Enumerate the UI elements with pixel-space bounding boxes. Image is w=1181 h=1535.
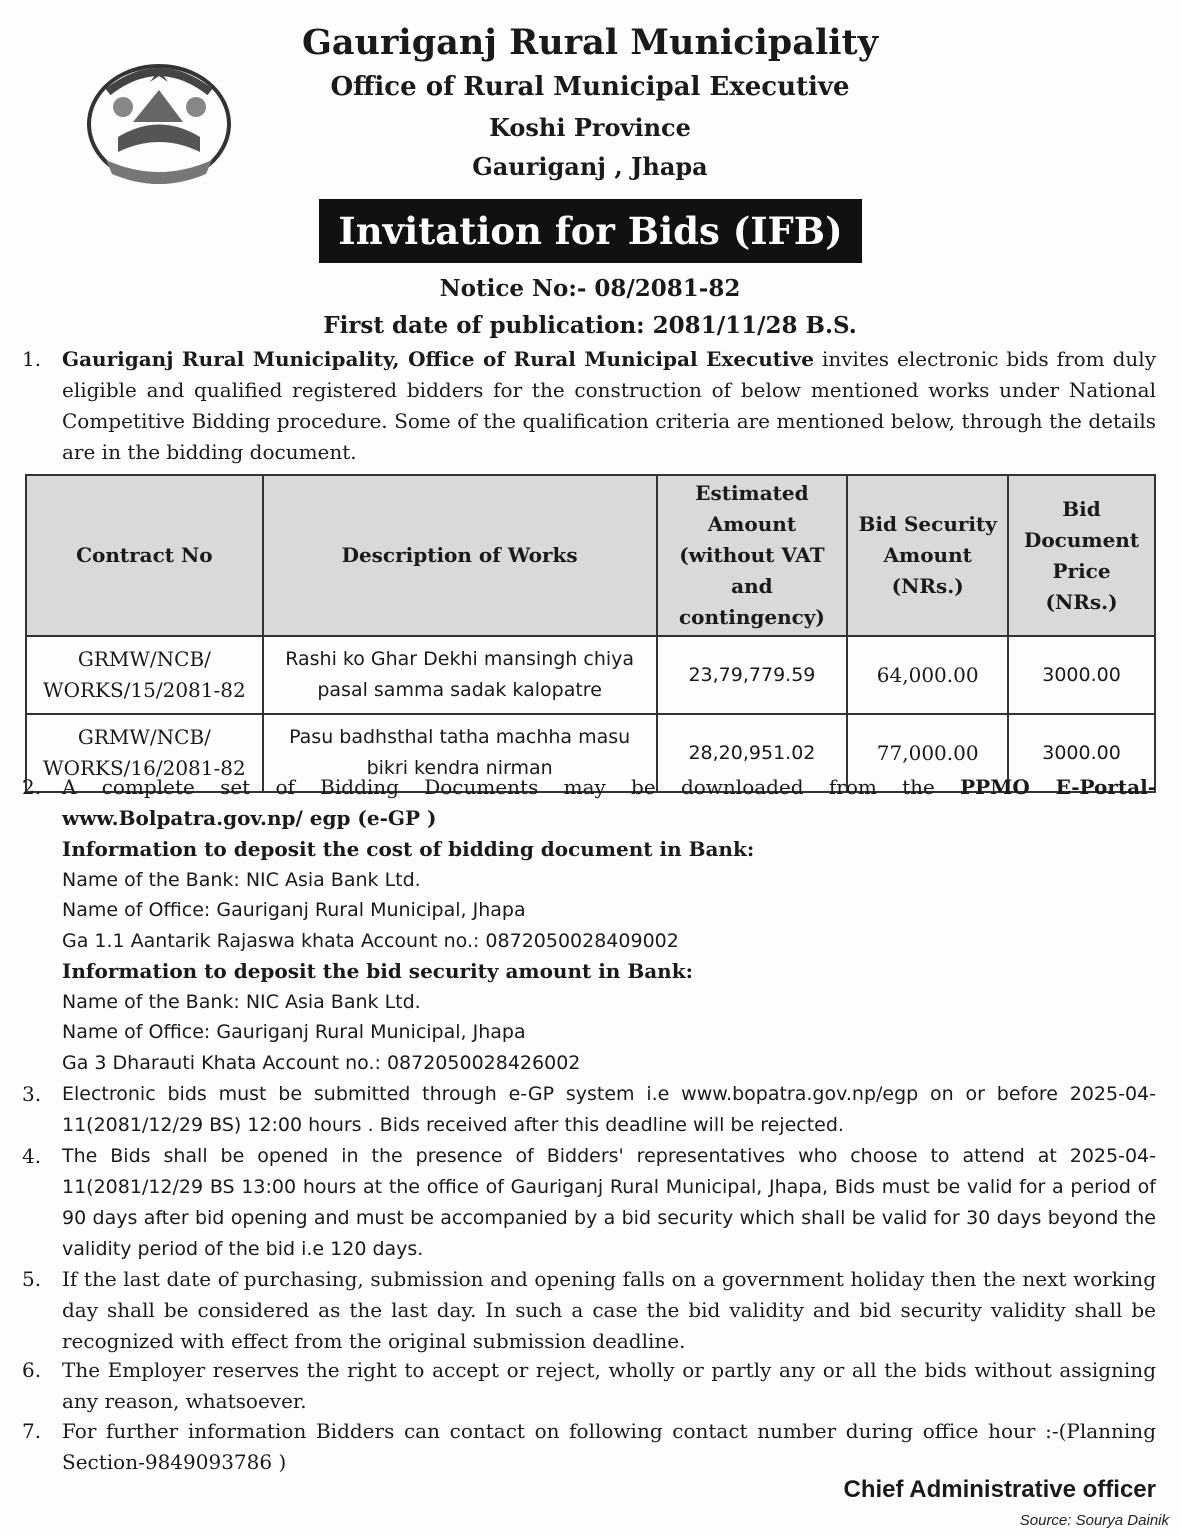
doc-bank-name: Name of the Bank: NIC Asia Bank Ltd. bbox=[62, 869, 421, 891]
bids-table bbox=[25, 474, 1156, 793]
item-1-text bbox=[62, 344, 1156, 468]
item-number: 5. bbox=[22, 1267, 42, 1291]
item-number: 1. bbox=[22, 347, 42, 371]
portal-link: PPMO E-Portal-www.Bolpatra.gov.np/ egp (e-GP ) bbox=[62, 775, 1157, 830]
table-row bbox=[26, 636, 1155, 714]
municipality-name: Gauriganj Rural Municipality bbox=[301, 22, 879, 63]
contract-no-cell: GRMW/NCB/ WORKS/16/2081-82 bbox=[26, 714, 263, 792]
item-4-text: The Bids shall be opened in the presence of Bidders' representatives who choose to attend at 2025-04-11(2081/12/29 BS 13:00 hours at the office of Gauriganj Rural Municipal, Jhapa, Bids must be valid for a period of 90 days after bid opening and must be accompanied by a bid security which shall be valid for 30 days beyond the validity period of the bid i.e 120 days. bbox=[62, 1145, 1156, 1260]
item-number: 4. bbox=[22, 1144, 42, 1168]
item-number: 2. bbox=[22, 775, 42, 799]
document-price-cell: 3000.00 bbox=[1008, 714, 1155, 792]
source-credit: Source: Sourya Dainik bbox=[1019, 1512, 1169, 1529]
sec-bank-name: Name of the Bank: NIC Asia Bank Ltd. bbox=[62, 991, 421, 1013]
description-cell: Rashi ko Ghar Dekhi mansingh chiya pasal samma sadak kalopatre bbox=[263, 636, 657, 714]
doc-office-name: Name of Office: Gauriganj Rural Municipal, Jhapa bbox=[62, 899, 526, 921]
notice-title: Invitation for Bids (IFB) bbox=[319, 199, 862, 263]
item-2-lead: A complete set of Bidding Documents may be downloaded from the bbox=[62, 775, 961, 799]
estimated-amount-cell: 28,20,951.02 bbox=[657, 714, 848, 792]
estimated-amount-cell: 23,79,779.59 bbox=[657, 636, 848, 714]
table-header-cell: Bid Security Amount (NRs.) bbox=[847, 475, 1008, 636]
notice-number: Notice No:- 08/2081-82 bbox=[439, 275, 741, 302]
table-header-cell: Description of Works bbox=[263, 475, 657, 636]
item-3-text: Electronic bids must be submitted through e-GP system i.e www.bopatra.gov.np/egp on or before 2025-04-11(2081/12/29 BS) 12:00 hours . Bids received after this deadline will be rejected. bbox=[62, 1083, 1156, 1136]
item-7-text: For further information Bidders can contact on following contact number during office hour :-(Planning Section-9849093786 ) bbox=[62, 1419, 1156, 1474]
item-number: 7. bbox=[22, 1419, 42, 1443]
publication-date: First date of publication: 2081/11/28 B.S. bbox=[323, 312, 857, 339]
item-1-bold: Gauriganj Rural Municipality, Office of Rural Municipal Executive bbox=[62, 347, 814, 371]
item-6-text: The Employer reserves the right to accept or reject, wholly or partly any or all the bids without assigning any reason, whatsoever. bbox=[62, 1358, 1156, 1413]
item-5-text: If the last date of purchasing, submission and opening falls on a government holiday then the next working day shall be considered as the last day. In such a case the bid validity and bid security validity shall be recognized with effect from the original submission deadline. bbox=[62, 1267, 1156, 1353]
description-cell: Pasu badhsthal tatha machha masu bikri kendra nirman bbox=[263, 714, 657, 792]
table-header-cell: Bid Document Price (NRs.) bbox=[1008, 475, 1155, 636]
office-name: Office of Rural Municipal Executive bbox=[330, 72, 850, 102]
doc-cost-heading: Information to deposit the cost of bidding document in Bank: bbox=[62, 837, 755, 861]
table-header-cell: Contract No bbox=[26, 475, 263, 636]
doc-account: Ga 1.1 Aantarik Rajaswa khata Account no.: 0872050028409002 bbox=[62, 930, 679, 952]
item-number: 3. bbox=[22, 1082, 42, 1106]
bid-security-cell: 77,000.00 bbox=[847, 714, 1008, 792]
item-number: 6. bbox=[22, 1358, 42, 1382]
security-heading: Information to deposit the bid security amount in Bank: bbox=[62, 959, 693, 983]
item-2-text bbox=[62, 772, 1156, 834]
table-header-row bbox=[26, 475, 1155, 636]
item-1-rest: invites electronic bids from duly eligible and qualified registered bidders for the construction of below mentioned works under National Competitive Bidding procedure. Some of the qualification criteria are mentioned below, through the details are in the bidding document. bbox=[62, 347, 1156, 464]
province-name: Koshi Province bbox=[489, 113, 691, 142]
signature: Chief Administrative officer bbox=[843, 1476, 1156, 1503]
location-name: Gauriganj , Jhapa bbox=[472, 152, 708, 181]
nepal-emblem-icon bbox=[78, 52, 240, 192]
bid-security-cell: 64,000.00 bbox=[847, 636, 1008, 714]
sec-account: Ga 3 Dharauti Khata Account no.: 0872050028426002 bbox=[62, 1052, 581, 1074]
contract-no-cell: GRMW/NCB/ WORKS/15/2081-82 bbox=[26, 636, 263, 714]
table-header-cell: Estimated Amount (without VAT and contingency) bbox=[657, 475, 848, 636]
document-price-cell: 3000.00 bbox=[1008, 636, 1155, 714]
sec-office-name: Name of Office: Gauriganj Rural Municipal, Jhapa bbox=[62, 1021, 526, 1043]
